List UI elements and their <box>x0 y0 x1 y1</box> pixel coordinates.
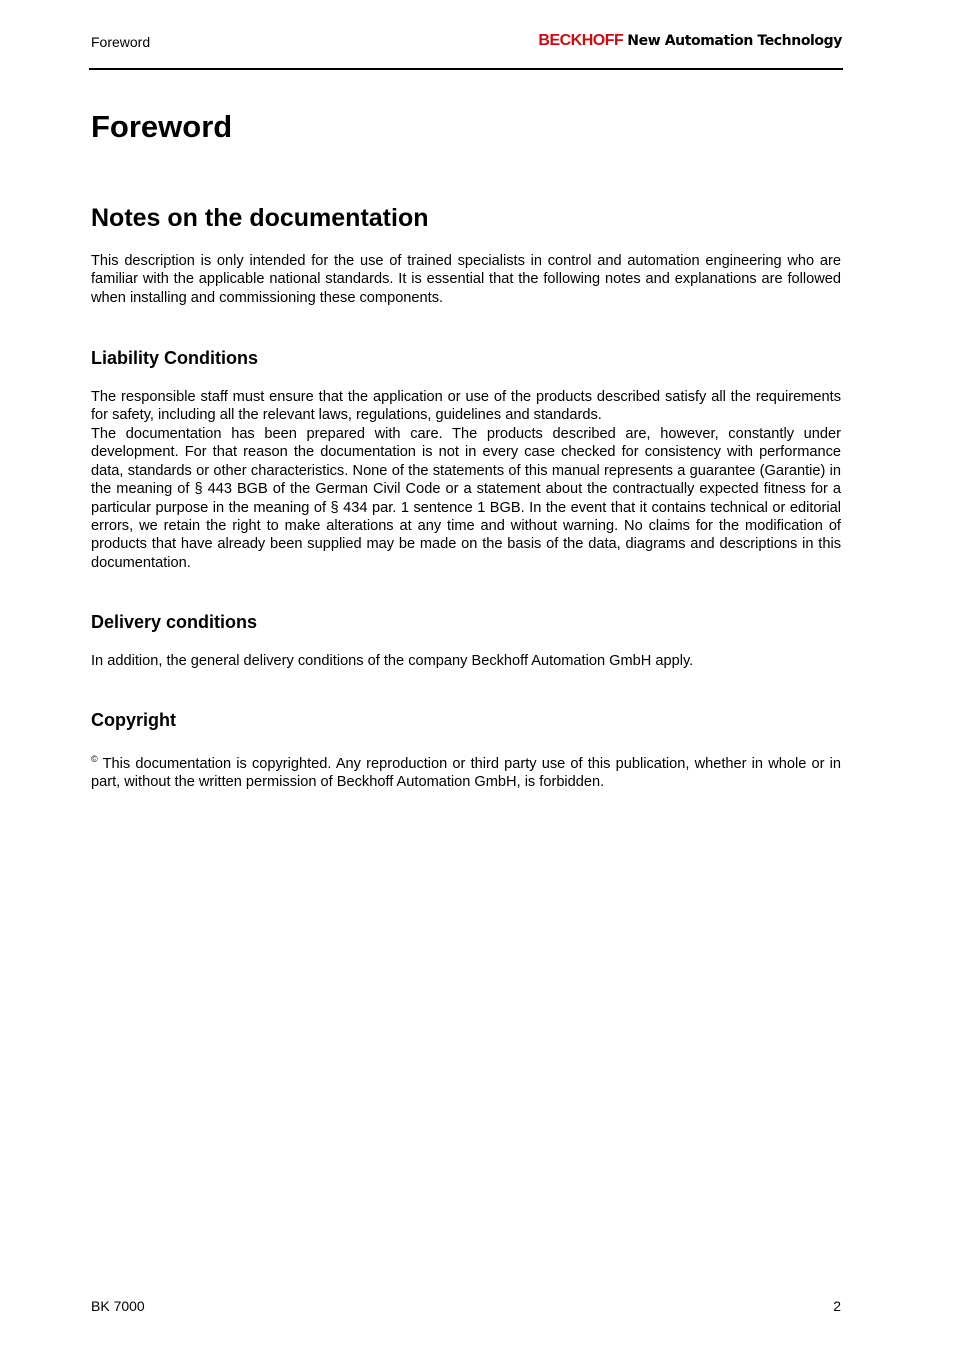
footer-product-name: BK 7000 <box>91 1298 145 1314</box>
liability-paragraph-1: The responsible staff must ensure that the application or use of the products described satisfy all the requirements for safety, including all the relevant laws, regulations, guidelines and standards. <box>91 389 841 424</box>
liability-paragraph-2: The documentation has been prepared with care. The products described are, however, constantly under development. For that reason the documentation is not in every case checked for consistency with performance data, standards or other characteristics. None of the statements of this manual represents a guarantee (Garantie) in the meaning of § 443 BGB of the German Civil Code or a statement about the contractually expected fitness for a particular purpose in the meaning of § 434 par. 1 sentence 1 BGB. In the event that it contains technical or editorial errors, we retain the right to make alterations at any time and without warning. No claims for the modification of products that have already been supplied may be made on the basis of the data, diagrams and descriptions in this documentation. <box>91 426 841 571</box>
intro-paragraph: This description is only intended for the use of trained specialists in control and automation engineering who are familiar with the applicable national standards. It is essential that the following notes and explanations are followed when installing and commissioning these components. <box>91 253 841 306</box>
copyright-text: This documentation is copyrighted. Any reproduction or third party use of this publication, whether in whole or in part, without the written permission of Beckhoff Automation GmbH, is forbidden. <box>91 756 841 791</box>
brand-tagline: New Automation Technology <box>627 33 842 49</box>
section-title-notes: Notes on the documentation <box>91 204 429 232</box>
copyright-paragraph <box>91 750 841 792</box>
heading-liability: Liability Conditions <box>91 348 258 368</box>
footer-page-number: 2 <box>833 1298 841 1314</box>
heading-delivery: Delivery conditions <box>91 612 258 632</box>
heading-copyright: Copyright <box>91 710 176 730</box>
delivery-paragraph: In addition, the general delivery conditions of the company Beckhoff Automation GmbH apply. <box>91 653 694 669</box>
copyright-symbol: © <box>91 754 98 764</box>
header-divider <box>89 68 843 70</box>
page-title: Foreword <box>91 109 233 144</box>
header-logo <box>538 32 842 50</box>
beckhoff-logo: BECKHOFF <box>538 32 624 49</box>
header-section-title: Foreword <box>91 34 151 50</box>
